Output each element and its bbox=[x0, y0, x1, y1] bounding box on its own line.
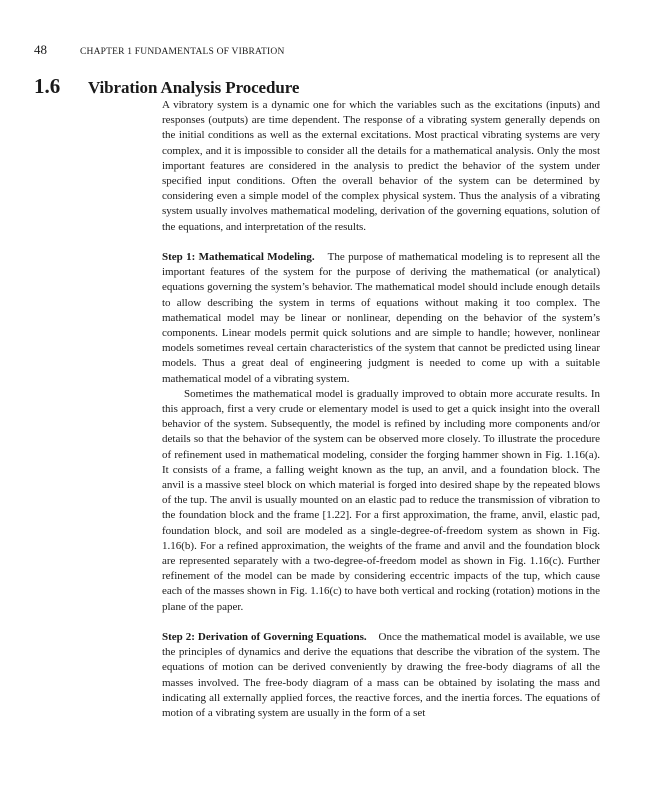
section-number: 1.6 bbox=[34, 74, 61, 98]
page-number: 48 bbox=[34, 42, 47, 57]
step1-paragraph bbox=[162, 250, 600, 387]
step2-paragraph bbox=[162, 630, 600, 721]
step1-title: Step 1: Mathematical Modeling. bbox=[162, 251, 315, 264]
chapter-label: CHAPTER 1 FUNDAMENTALS OF VIBRATION bbox=[80, 47, 285, 57]
step1-continuation-paragraph: Sometimes the mathematical model is gradually improved to obtain more accurate results. In this approach, first a very crude or elementary model is used to get a quick insight into the overall behavior of the system. Subsequently, the model is refined by including more components and/or details so that the behavior of the system can be observed more closely. To illustrate the procedure of refinement used in mathematical modeling, consider the forging hammer shown in Fig. 1.16(a). It consists of a frame, a falling weight known as the tup, an anvil, and a foundation block. The anvil is a massive steel block on which material is forged into desired shape by the repeated blows of the tup. The anvil is usually mounted on an elastic pad to reduce the transmission of vibration to the foundation block and the frame [1.22]. For a first approximation, the frame, anvil, elastic pad, foundation block, and soil are modeled as a single-degree-of-freedom system as shown in Fig. 1.16(b). For a refined approximation, the weights of the frame and anvil and the foundation block are represented separately with a two-degree-of-freedom model as shown in Fig. 1.16(c). Further refinement of the model can be made by considering eccentric impacts of the tup, which cause each of the masses shown in Fig. 1.16(c) to have both vertical and rocking (rotation) motions in the plane of the paper. bbox=[162, 387, 600, 613]
body-text bbox=[162, 98, 600, 721]
running-head bbox=[34, 42, 285, 58]
step2-body: Once the mathematical model is available, we use the principles of dynamics and derive the equations that describe the vibration of the system. The equations of motion can be derived conveniently by drawing the free-body diagrams of all the masses involved. The free-body diagram of a mass can be obtained by isolating the mass and indicating all externally applied forces, the reactive forces, and the inertia forces. The equations of motion of a vibrating system are usually in the form of a set bbox=[162, 631, 600, 720]
section-title: Vibration Analysis Procedure bbox=[88, 78, 300, 97]
step2-title: Step 2: Derivation of Governing Equations. bbox=[162, 631, 367, 644]
section-heading bbox=[34, 74, 299, 99]
intro-paragraph: A vibratory system is a dynamic one for which the variables such as the excitations (inputs) and responses (outputs) are time dependent. The response of a vibrating system generally depends on the initial conditions as well as the external excitations. Most practical vibrating systems are very complex, and it is impossible to consider all the details for a mathematical analysis. Only the most important features are considered in the analysis to predict the behavior of the system under specified input conditions. Often the overall behavior of the system can be determined by considering even a simple model of the complex physical system. Thus the analysis of a vibrating system usually involves mathematical modeling, derivation of the governing equations, solution of the equations, and interpretation of the results. bbox=[162, 99, 600, 233]
step1-body: The purpose of mathematical modeling is to represent all the important features of the system for the purpose of deriving the mathematical (or analytical) equations governing the system’s behavior. The mathematical model should include enough details to allow describing the system in terms of equations without making it too complex. The mathematical model may be linear or nonlinear, depending on the behavior of the system’s components. Linear models permit quick solutions and are simple to handle; however, nonlinear models sometimes reveal certain characteristics of the system that cannot be predicted using linear models. Thus a great deal of engineering judgment is needed to come up with a suitable mathematical model of a vibrating system. bbox=[162, 251, 600, 385]
